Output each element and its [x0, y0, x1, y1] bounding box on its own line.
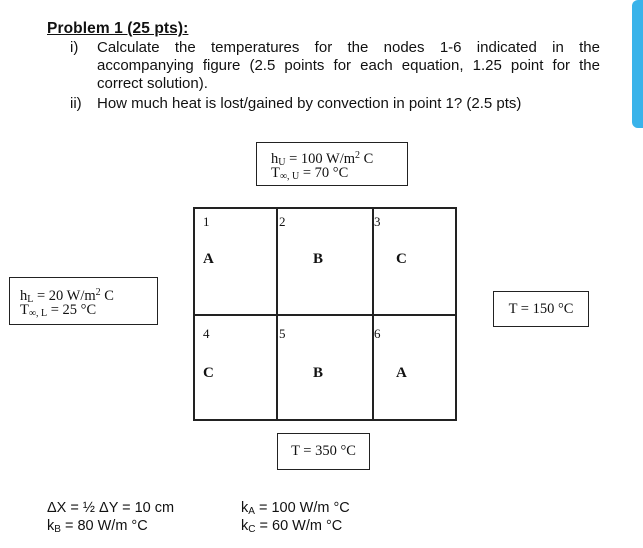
material-top-1: A: [203, 251, 214, 267]
node-5-label: 5: [279, 326, 286, 341]
side-tab: [632, 0, 643, 128]
question-2-text: How much heat is lost/gained by convection in point 1? (2.5 pts): [97, 95, 522, 112]
grid-line-left: [193, 207, 195, 421]
question-1-line-3: correct solution).: [97, 75, 208, 92]
question-2-number: ii): [70, 95, 82, 112]
given-kb: $k_B = 80$ W/m °C: [47, 518, 148, 535]
node-1-label: 1: [203, 214, 210, 229]
material-bottom-2: B: [313, 365, 324, 381]
left-h-line: $h_L = 20$ $W/m^2$ C: [20, 287, 114, 305]
upper-h-line: $h_U = 100$ $W/m^2$ C: [271, 150, 374, 168]
right-bc-text: T = 150 °C: [508, 301, 574, 317]
upper-bc-box: [256, 142, 408, 186]
question-1-number: i): [70, 39, 79, 56]
given-ka: $k_A = 100$ W/m °C: [241, 500, 350, 517]
left-t-line: $T_{\infty, L} = 25$ °C: [20, 302, 97, 319]
node-4-label: 4: [203, 326, 210, 341]
question-1: [70, 39, 630, 93]
problem-title: Problem 1 (25 pts):: [47, 20, 189, 37]
right-bc-box: [493, 291, 589, 327]
grid-line-right: [455, 207, 457, 421]
grid-line-bottom: [193, 419, 457, 421]
node-grid: [193, 207, 457, 421]
question-2: [70, 95, 630, 115]
given-dx: ΔX = ½ ΔY = 10 cm: [47, 500, 175, 516]
bottom-bc-box: [277, 433, 370, 470]
node-3-label: 3: [374, 214, 381, 229]
bottom-bc-text: T = 350 °C: [291, 443, 356, 459]
grid-line-col1: [276, 207, 278, 421]
node-2-label: 2: [279, 214, 286, 229]
grid-line-middle: [193, 314, 457, 316]
material-top-3: C: [396, 251, 407, 267]
grid-line-col2: [372, 207, 374, 421]
grid-line-top: [193, 207, 457, 209]
given-kc: $k_C = 60$ W/m °C: [241, 518, 343, 535]
question-1-line-2: accompanying figure (2.5 points for each equation, 1.25 point for the: [97, 57, 600, 74]
material-top-2: B: [313, 251, 324, 267]
question-1-line-1: Calculate the temperatures for the nodes 1-6 indicated in the: [97, 39, 600, 56]
node-6-label: 6: [374, 326, 381, 341]
material-bottom-1: C: [203, 365, 214, 381]
left-bc-box: [9, 277, 158, 325]
upper-t-line: $T_{\infty, U} = 70$ °C: [271, 165, 349, 182]
material-bottom-3: A: [396, 365, 407, 381]
